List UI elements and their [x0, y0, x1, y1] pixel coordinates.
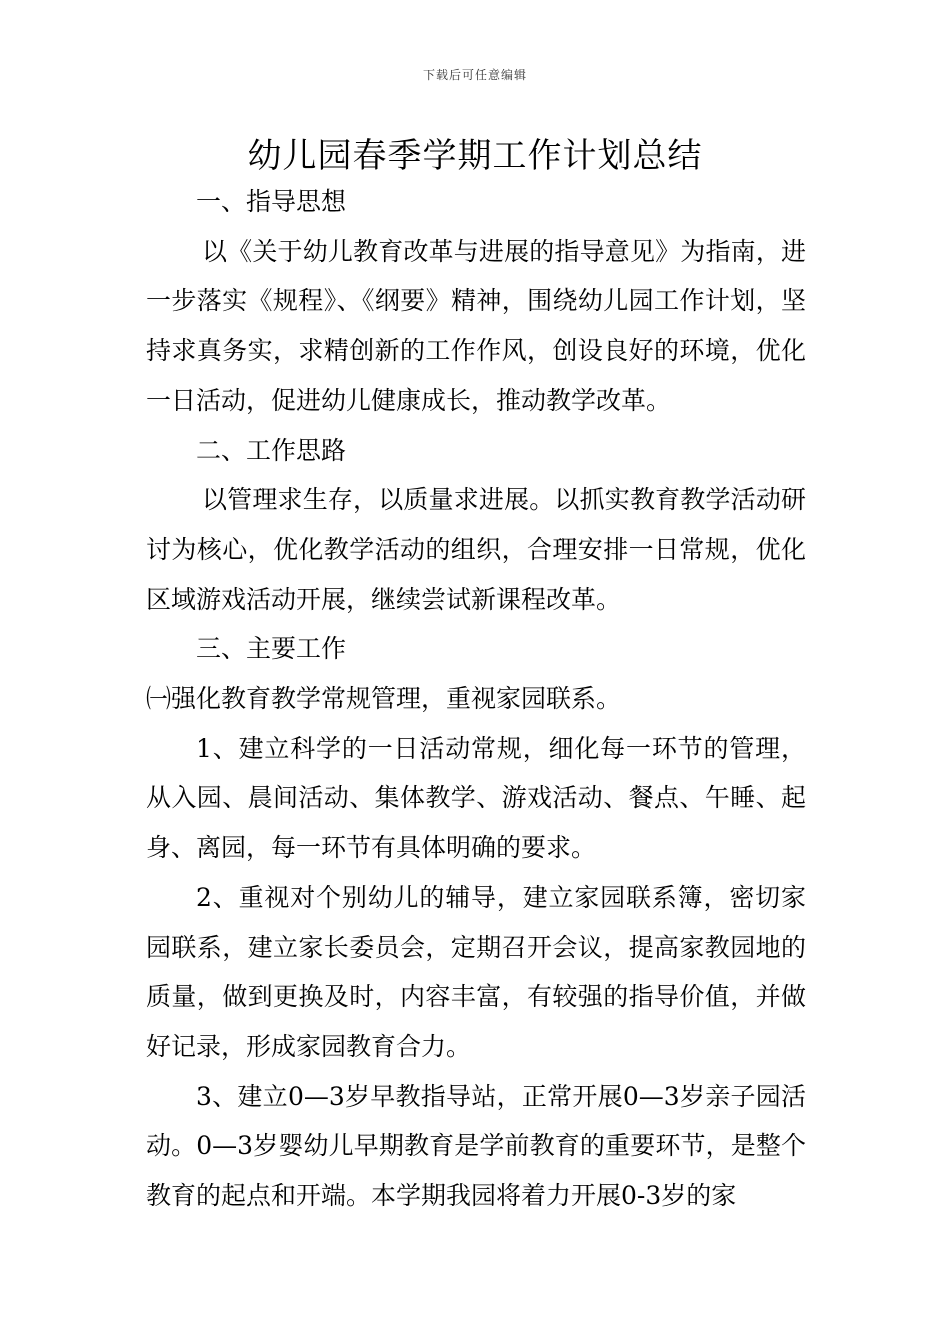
- paragraph-item-1: 1、建立科学的一日活动常规，细化每一环节的管理，从入园、晨间活动、集体教学、游戏活动、餐点、午睡、起身、离园，每一环节有具体明确的要求。: [146, 733, 806, 863]
- paragraph-item-3: 3、建立0—3岁早教指导站，正常开展0—3岁亲子园活动。0—3岁婴幼儿早期教育是学前教育的重要环节，是整个教育的起点和开端。本学期我园将着力开展0-3岁的家: [146, 1081, 806, 1211]
- document-title: 幼儿园春季学期工作计划总结: [247, 136, 703, 176]
- document-body: [146, 177, 806, 1221]
- subsection-heading: ㈠强化教育教学常规管理，重视家园联系。: [146, 684, 622, 714]
- paragraph-approach: 以管理求生存，以质量求进展。以抓实教育教学活动研讨为核心，优化教学活动的组织，合理安排一日常规，优化区域游戏活动开展，继续尝试新课程改革。: [146, 485, 806, 614]
- section-heading-approach: 二、工作思路: [196, 435, 347, 465]
- section-heading-main: 三、主要工作: [196, 634, 347, 664]
- paragraph-item-2: 2、重视对个别幼儿的辅导，建立家园联系簿，密切家园联系，建立家长委员会，定期召开会议，提高家教园地的质量，做到更换及时，内容丰富，有较强的指导价值，并做好记录，形成家园教育合力。: [146, 882, 806, 1061]
- section-heading-guiding: 一、指导思想: [196, 187, 347, 216]
- header-note: 下载后可任意编辑: [422, 68, 527, 82]
- paragraph-guiding: 以《关于幼儿教育改革与进展的指导意见》为指南，进一步落实《规程》、《纲要》精神，围绕幼儿园工作计划，坚持求真务实，求精创新的工作作风，创设良好的环境，优化一日活动，促进幼儿健康成长，推动教学改革。: [146, 236, 806, 415]
